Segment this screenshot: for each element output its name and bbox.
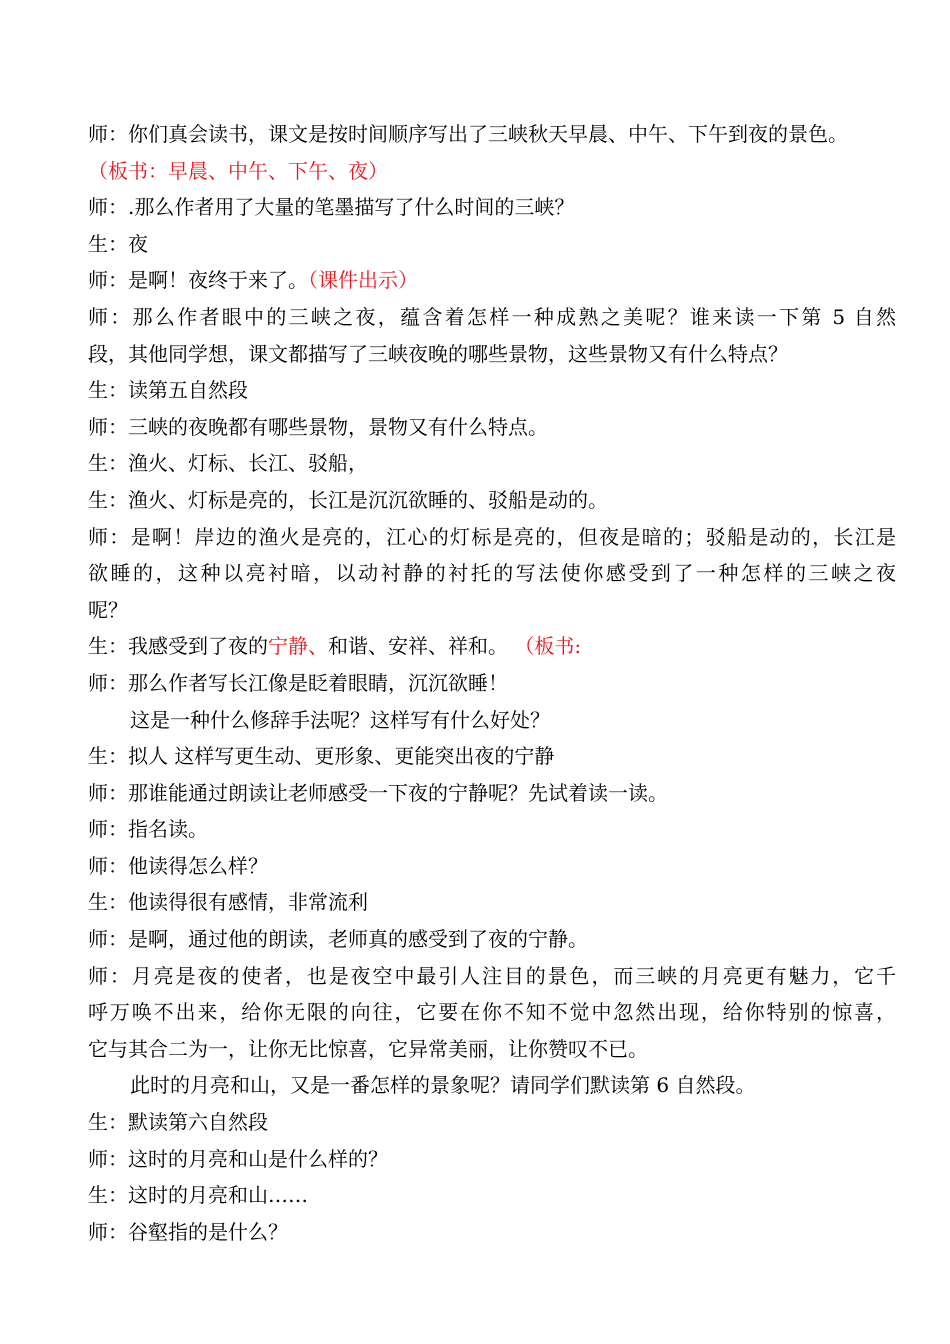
transcript-line (88, 226, 896, 263)
transcript-line (88, 445, 896, 482)
line-text: 生：夜 (88, 231, 148, 256)
line-text: 生：他读得很有感情，非常流利 (88, 890, 368, 915)
line-text: 师：他读得怎么样？ (88, 853, 268, 878)
line-text: 生：渔火、灯标、长江、驳船， (88, 451, 368, 476)
line-text: 生：读第五自然段 (88, 378, 248, 403)
line-text: 这是一种什么修辞手法呢？这样写有什么好处？ (130, 707, 550, 732)
transcript-line (88, 372, 896, 409)
line-text: 师：月亮是夜的使者，也是夜空中最引人注目的景色，而三峡的月亮更有魅力，它千 (88, 963, 896, 988)
line-text: 师：三峡的夜晚都有哪些景物，景物又有什么特点。 (88, 414, 548, 439)
transcript-line (88, 994, 896, 1031)
board-note-text: 宁静、 (268, 634, 328, 659)
transcript-line (88, 299, 896, 336)
line-text: 生：默读第六自然段 (88, 1110, 268, 1135)
transcript-line (88, 592, 896, 629)
line-text: 呼万唤不出来，给你无限的向往，它要在你不知不觉中忽然出现，给你特别的惊喜， (88, 1000, 896, 1025)
board-note-text: （板书：早晨、中午、下午、夜） (88, 158, 388, 183)
transcript-line (88, 409, 896, 446)
line-text: 和谐、安祥、祥和。 (328, 634, 515, 659)
line-text: 生：渔火、灯标是亮的，长江是沉沉欲睡的、驳船是动的。 (88, 487, 608, 512)
line-text: 师：是啊！夜终于来了。 (88, 268, 308, 293)
transcript-line (88, 921, 896, 958)
transcript-line (88, 1104, 896, 1141)
line-text: 师：你们真会读书，课文是按时间顺序写出了三峡秋天早晨、中午、下午到夜的景色。 (88, 122, 848, 146)
line-text: 师：那么作者写长江像是眨着眼睛，沉沉欲睡！ (88, 670, 508, 695)
transcript-line (88, 519, 896, 556)
transcript-line (88, 738, 896, 775)
line-text: 呢？ (88, 597, 128, 622)
transcript-line (88, 555, 896, 592)
transcript-line (88, 775, 896, 812)
transcript-line (88, 702, 896, 739)
line-text: 师：这时的月亮和山是什么样的？ (88, 1146, 388, 1171)
line-text: 师：指名读。 (88, 817, 208, 842)
transcript-line (88, 482, 896, 519)
lesson-transcript (88, 116, 896, 1250)
transcript-line (88, 628, 896, 665)
line-text: 师：那么作者眼中的三峡之夜，蕴含着怎样一种成熟之美呢？谁来读一下第 5 自然 (88, 304, 896, 329)
transcript-line (88, 1031, 896, 1068)
transcript-line (88, 153, 896, 190)
line-text: 师：是啊，通过他的朗读，老师真的感受到了夜的宁静。 (88, 927, 588, 952)
transcript-line (88, 116, 896, 153)
transcript-line (88, 958, 896, 995)
line-text: 它与其合二为一，让你无比惊喜，它异常美丽，让你赞叹不已。 (88, 1036, 648, 1061)
transcript-line (88, 189, 896, 226)
transcript-line (88, 1177, 896, 1214)
line-text: 欲睡的，这种以亮衬暗，以动衬静的衬托的写法使你感受到了一种怎样的三峡之夜 (88, 561, 896, 586)
line-text: 生：拟人 这样写更生动、更形象、更能突出夜的宁静 (88, 744, 555, 769)
line-text: 段，其他同学想，课文都描写了三峡夜晚的哪些景物，这些景物又有什么特点？ (88, 341, 788, 366)
line-text: 师：是啊！岸边的渔火是亮的，江心的灯标是亮的，但夜是暗的；驳船是动的，长江是 (88, 524, 896, 549)
line-text: 师：谷壑指的是什么？ (88, 1219, 288, 1244)
board-note-text: （板书: (514, 634, 582, 659)
transcript-line (88, 1141, 896, 1178)
transcript-line (88, 884, 896, 921)
line-text: 此时的月亮和山，又是一番怎样的景象呢？请同学们默读第 6 自然段。 (130, 1073, 756, 1098)
transcript-line (88, 262, 896, 299)
transcript-line (88, 811, 896, 848)
line-text: 生：我感受到了夜的 (88, 634, 268, 659)
line-text: 师：那谁能通过朗读让老师感受一下夜的宁静呢？先试着读一读。 (88, 780, 668, 805)
transcript-line (88, 665, 896, 702)
transcript-line (88, 336, 896, 373)
board-note-text: （课件出示） (308, 268, 418, 293)
transcript-line (88, 848, 896, 885)
transcript-line (88, 1067, 896, 1104)
transcript-line (88, 1214, 896, 1251)
line-text: 生：这时的月亮和山…… (88, 1183, 308, 1208)
line-text: 师：.那么作者用了大量的笔墨描写了什么时间的三峡？ (88, 195, 575, 220)
